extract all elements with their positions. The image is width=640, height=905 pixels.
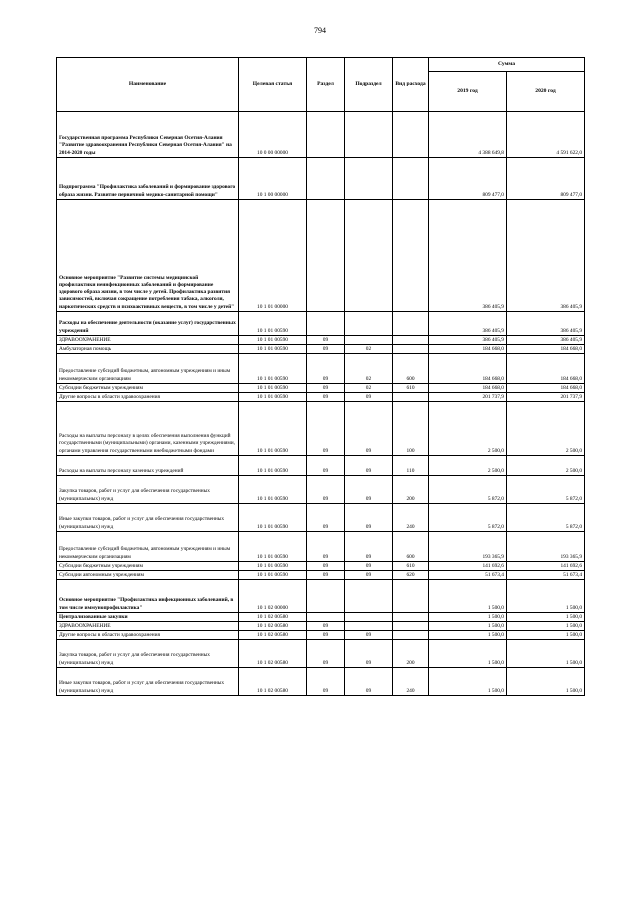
row-expense-type xyxy=(393,345,429,354)
row-sum-2020: 4 591 622,0 xyxy=(507,112,585,158)
table-row xyxy=(57,580,585,613)
row-section xyxy=(307,200,345,312)
table-row xyxy=(57,336,585,345)
row-subsection: 09 xyxy=(345,562,393,571)
row-expense-type: 200 xyxy=(393,476,429,504)
row-subsection: 09 xyxy=(345,532,393,562)
row-sum-2020: 184 668,0 xyxy=(507,384,585,393)
row-subsection: 09 xyxy=(345,476,393,504)
header-subsection: Подраздел xyxy=(345,58,393,112)
row-name: Основное мероприятие "Профилактика инфекционных заболеваний, в том числе иммунопрофилактика" xyxy=(57,580,239,613)
row-sum-2019: 1 500,0 xyxy=(429,622,507,631)
header-name: Наименование xyxy=(57,58,239,112)
row-target: 10 1 01 00590 xyxy=(239,393,307,402)
row-expense-type: 100 xyxy=(393,402,429,456)
row-name: Иные закупки товаров, работ и услуг для обеспечения государственных (муниципальных) нужд xyxy=(57,504,239,532)
row-expense-type xyxy=(393,336,429,345)
row-subsection: 09 xyxy=(345,640,393,668)
row-target: 10 1 02 00580 xyxy=(239,640,307,668)
row-sum-2020: 386 405,9 xyxy=(507,312,585,336)
row-expense-type: 240 xyxy=(393,668,429,696)
row-section xyxy=(307,112,345,158)
row-subsection xyxy=(345,158,393,200)
row-name: Предоставление субсидий бюджетным, автономным учреждениям и иным некоммерческим организациям xyxy=(57,532,239,562)
row-target: 10 1 01 00590 xyxy=(239,476,307,504)
row-sum-2019: 201 737,9 xyxy=(429,393,507,402)
row-subsection xyxy=(345,613,393,622)
row-expense-type xyxy=(393,112,429,158)
row-subsection xyxy=(345,622,393,631)
row-name: ЗДРАВООХРАНЕНИЕ xyxy=(57,336,239,345)
row-expense-type: 610 xyxy=(393,562,429,571)
row-expense-type xyxy=(393,158,429,200)
row-section: 09 xyxy=(307,393,345,402)
row-section xyxy=(307,312,345,336)
row-target: 10 1 01 00590 xyxy=(239,354,307,384)
row-expense-type xyxy=(393,200,429,312)
row-section: 09 xyxy=(307,476,345,504)
table-row xyxy=(57,393,585,402)
row-section: 09 xyxy=(307,504,345,532)
row-target: 10 1 02 00580 xyxy=(239,631,307,640)
row-expense-type xyxy=(393,393,429,402)
row-target: 10 1 00 00000 xyxy=(239,158,307,200)
row-subsection xyxy=(345,336,393,345)
row-target: 10 1 01 00590 xyxy=(239,562,307,571)
row-sum-2020: 1 500,0 xyxy=(507,668,585,696)
row-name: Субсидии автономным учреждениям xyxy=(57,571,239,580)
table-row xyxy=(57,532,585,562)
table-row xyxy=(57,504,585,532)
row-sum-2019: 1 500,0 xyxy=(429,613,507,622)
row-target: 10 1 01 00590 xyxy=(239,456,307,476)
row-name: Расходы на обеспечение деятельности (оказание услуг) государственных учреждений xyxy=(57,312,239,336)
row-section: 09 xyxy=(307,402,345,456)
row-sum-2020: 184 668,0 xyxy=(507,354,585,384)
table-row xyxy=(57,456,585,476)
row-target: 10 1 01 00590 xyxy=(239,571,307,580)
row-sum-2020: 1 500,0 xyxy=(507,631,585,640)
row-expense-type xyxy=(393,312,429,336)
row-sum-2019: 184 668,0 xyxy=(429,354,507,384)
row-subsection: 02 xyxy=(345,345,393,354)
row-sum-2020: 141 692,6 xyxy=(507,562,585,571)
row-expense-type: 600 xyxy=(393,532,429,562)
row-section: 09 xyxy=(307,336,345,345)
row-sum-2019: 386 405,9 xyxy=(429,200,507,312)
row-name: Другие вопросы в области здравоохранения xyxy=(57,631,239,640)
row-subsection: 09 xyxy=(345,393,393,402)
row-sum-2019: 1 500,0 xyxy=(429,631,507,640)
row-sum-2019: 141 692,6 xyxy=(429,562,507,571)
page-number: 794 xyxy=(314,26,326,35)
row-section: 09 xyxy=(307,354,345,384)
row-name: Основное мероприятие "Развитие системы медицинской профилактики неинфекционных заболеваний и формирование здорового образа жизни, в том числе у детей. Профилактика развития зависимостей, включая сокращение потребления табака, алкоголя, наркотических средств и психоактивных веществ, в том числе у детей" xyxy=(57,200,239,312)
row-sum-2019: 386 405,9 xyxy=(429,336,507,345)
row-subsection: 09 xyxy=(345,456,393,476)
row-sum-2019: 1 500,0 xyxy=(429,668,507,696)
header-section: Раздел xyxy=(307,58,345,112)
row-expense-type: 200 xyxy=(393,640,429,668)
row-expense-type xyxy=(393,631,429,640)
row-name: Амбулаторная помощь xyxy=(57,345,239,354)
row-section: 09 xyxy=(307,640,345,668)
row-subsection: 02 xyxy=(345,384,393,393)
row-section xyxy=(307,613,345,622)
budget-table xyxy=(56,57,585,696)
row-section: 09 xyxy=(307,532,345,562)
row-expense-type: 240 xyxy=(393,504,429,532)
table-row xyxy=(57,622,585,631)
row-name: Субсидии бюджетным учреждениям xyxy=(57,384,239,393)
row-name: Иные закупки товаров, работ и услуг для обеспечения государственных (муниципальных) нужд xyxy=(57,668,239,696)
row-target: 10 0 00 00000 xyxy=(239,112,307,158)
row-subsection xyxy=(345,112,393,158)
table-body xyxy=(57,112,585,696)
row-sum-2019: 51 673,4 xyxy=(429,571,507,580)
table-row xyxy=(57,631,585,640)
row-section: 09 xyxy=(307,571,345,580)
row-sum-2019: 2 500,0 xyxy=(429,456,507,476)
row-target: 10 1 01 00590 xyxy=(239,312,307,336)
row-sum-2020: 184 668,0 xyxy=(507,345,585,354)
row-sum-2020: 51 673,4 xyxy=(507,571,585,580)
table-row xyxy=(57,200,585,312)
row-target: 10 1 02 00580 xyxy=(239,622,307,631)
row-sum-2019: 2 500,0 xyxy=(429,402,507,456)
row-target: 10 1 01 00000 xyxy=(239,200,307,312)
table-row xyxy=(57,562,585,571)
row-target: 10 1 01 00590 xyxy=(239,402,307,456)
table-row xyxy=(57,402,585,456)
row-sum-2019: 184 668,0 xyxy=(429,345,507,354)
row-subsection: 09 xyxy=(345,668,393,696)
table-header xyxy=(57,58,585,112)
row-target: 10 1 02 00580 xyxy=(239,668,307,696)
row-sum-2020: 2 500,0 xyxy=(507,402,585,456)
header-target: Целевая статья xyxy=(239,58,307,112)
table-row xyxy=(57,384,585,393)
row-subsection xyxy=(345,580,393,613)
row-section xyxy=(307,158,345,200)
header-expense-type: Вид расхода xyxy=(393,58,429,112)
row-section: 09 xyxy=(307,668,345,696)
row-name: Расходы на выплаты персоналу в целях обеспечения выполнения функций государственными (муниципальными) органами, казенными учреждениями, органами управления государственными внебюджетными фондами xyxy=(57,402,239,456)
header-sum: Сумма xyxy=(429,58,585,72)
row-expense-type: 620 xyxy=(393,571,429,580)
row-target: 10 1 02 00000 xyxy=(239,580,307,613)
row-name: Расходы на выплаты персоналу казенных учреждений xyxy=(57,456,239,476)
table-row xyxy=(57,668,585,696)
row-target: 10 1 01 00590 xyxy=(239,336,307,345)
row-target: 10 1 01 00590 xyxy=(239,384,307,393)
row-sum-2020: 1 500,0 xyxy=(507,622,585,631)
row-subsection: 09 xyxy=(345,571,393,580)
row-sum-2020: 201 737,9 xyxy=(507,393,585,402)
row-section: 09 xyxy=(307,631,345,640)
row-expense-type: 600 xyxy=(393,354,429,384)
row-subsection xyxy=(345,200,393,312)
row-section: 09 xyxy=(307,562,345,571)
row-sum-2020: 2 500,0 xyxy=(507,456,585,476)
row-name: Подпрограмма "Профилактика заболеваний и формирование здорового образа жизни. Развитие первичной медико-санитарной помощи" xyxy=(57,158,239,200)
row-subsection: 09 xyxy=(345,631,393,640)
row-sum-2019: 386 405,9 xyxy=(429,312,507,336)
row-sum-2019: 4 388 649,8 xyxy=(429,112,507,158)
row-subsection: 09 xyxy=(345,402,393,456)
row-subsection xyxy=(345,312,393,336)
row-name: Другие вопросы в области здравоохранения xyxy=(57,393,239,402)
row-sum-2019: 1 500,0 xyxy=(429,640,507,668)
row-sum-2019: 809 477,0 xyxy=(429,158,507,200)
row-section: 09 xyxy=(307,384,345,393)
row-name: Субсидии бюджетным учреждениям xyxy=(57,562,239,571)
row-target: 10 1 02 00580 xyxy=(239,613,307,622)
row-name: Закупка товаров, работ и услуг для обеспечения государственных (муниципальных) нужд xyxy=(57,476,239,504)
row-name: ЗДРАВООХРАНЕНИЕ xyxy=(57,622,239,631)
header-year-2020: 2020 год xyxy=(507,72,585,112)
row-sum-2019: 184 668,0 xyxy=(429,384,507,393)
row-name: Предоставление субсидий бюджетным, автономным учреждениям и иным некоммерческим организациям xyxy=(57,354,239,384)
row-section xyxy=(307,580,345,613)
row-expense-type xyxy=(393,622,429,631)
row-name: Централизованные закупки xyxy=(57,613,239,622)
row-expense-type xyxy=(393,580,429,613)
row-subsection: 09 xyxy=(345,504,393,532)
table-row xyxy=(57,345,585,354)
row-name: Государственная программа Республики Северная Осетия-Алания "Развитие здравоохранения Республики Северная Осетия-Алания" на 2014-2020 годы xyxy=(57,112,239,158)
row-target: 10 1 01 00590 xyxy=(239,504,307,532)
row-sum-2020: 1 500,0 xyxy=(507,613,585,622)
table-row xyxy=(57,312,585,336)
row-sum-2020: 5 872,0 xyxy=(507,476,585,504)
row-sum-2020: 386 405,9 xyxy=(507,200,585,312)
row-name: Закупка товаров, работ и услуг для обеспечения государственных (муниципальных) нужд xyxy=(57,640,239,668)
header-year-2019: 2019 год xyxy=(429,72,507,112)
row-sum-2019: 1 500,0 xyxy=(429,580,507,613)
row-expense-type: 110 xyxy=(393,456,429,476)
row-target: 10 1 01 00590 xyxy=(239,532,307,562)
row-target: 10 1 01 00590 xyxy=(239,345,307,354)
row-subsection: 02 xyxy=(345,354,393,384)
row-sum-2020: 1 500,0 xyxy=(507,640,585,668)
row-sum-2020: 1 500,0 xyxy=(507,580,585,613)
table-row xyxy=(57,354,585,384)
row-sum-2020: 809 477,0 xyxy=(507,158,585,200)
row-sum-2019: 193 365,9 xyxy=(429,532,507,562)
table-row xyxy=(57,640,585,668)
row-sum-2019: 5 872,0 xyxy=(429,476,507,504)
table-row xyxy=(57,571,585,580)
row-section: 09 xyxy=(307,456,345,476)
table-row xyxy=(57,158,585,200)
row-expense-type xyxy=(393,613,429,622)
table-row xyxy=(57,476,585,504)
table-row xyxy=(57,613,585,622)
row-sum-2020: 5 872,0 xyxy=(507,504,585,532)
row-sum-2020: 193 365,9 xyxy=(507,532,585,562)
row-section: 09 xyxy=(307,345,345,354)
row-sum-2020: 386 405,9 xyxy=(507,336,585,345)
row-sum-2019: 5 872,0 xyxy=(429,504,507,532)
row-section: 09 xyxy=(307,622,345,631)
row-expense-type: 610 xyxy=(393,384,429,393)
table-row xyxy=(57,112,585,158)
